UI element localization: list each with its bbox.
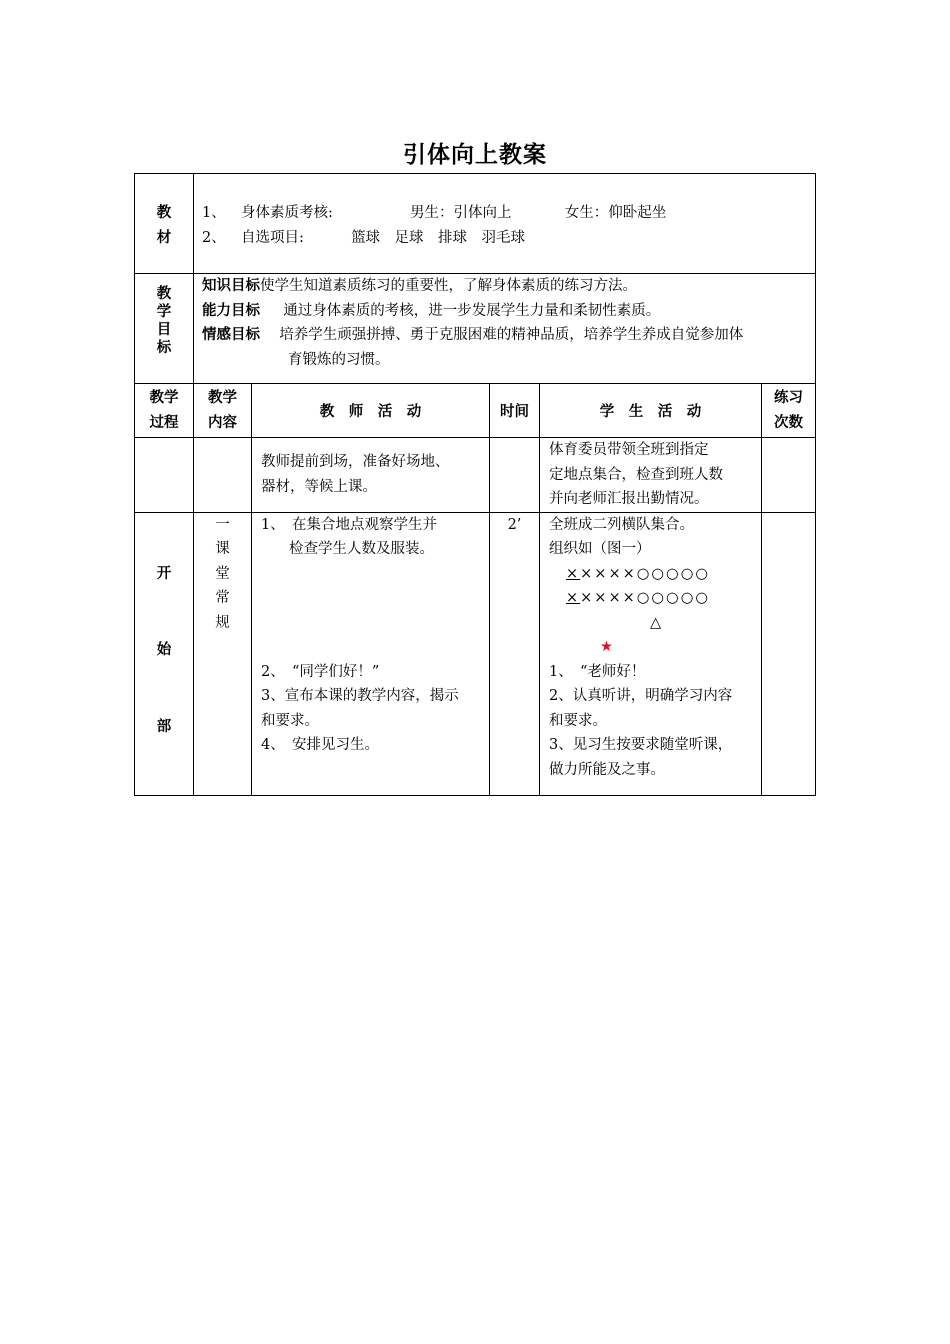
header-teacher-activity: 教 师 活 动	[252, 384, 490, 438]
opening-content-cell	[194, 512, 252, 795]
header-reps: 练习 次数	[762, 384, 816, 438]
knowledge-goal: 知识目标使学生知道素质练习的重要性，了解身体素质的练习方法。	[202, 278, 637, 294]
material-label-char: 材	[156, 229, 172, 246]
formation-row-1: ×××××○○○○○	[566, 565, 711, 582]
goals-label-char: 目	[156, 322, 172, 338]
material-boys: 男生：引体向上	[410, 205, 512, 221]
goals-row	[135, 274, 816, 384]
student-step-4-cont: 和要求。	[549, 712, 607, 729]
header-time: 时间	[490, 384, 540, 438]
emotion-goal: 情感目标 培养学生顽强拼搏、勇于克服困难的精神品质，培养学生养成自觉参加体	[202, 327, 744, 343]
student-step-5: 3、见习生按要求随堂听课，	[549, 737, 733, 753]
teacher-position-triangle: △	[650, 614, 662, 631]
goals-label-cell	[135, 274, 194, 384]
star-icon: ★	[600, 639, 613, 655]
pre-reps-cell	[762, 438, 816, 513]
teacher-step-3-cont: 和要求。	[261, 712, 319, 729]
material-optional-item: 自选项目:	[240, 229, 304, 246]
goals-label-char: 学	[156, 304, 172, 320]
teacher-step-4: 4、 安排见习生。	[261, 737, 379, 753]
goals-label-char: 标	[156, 340, 172, 356]
process-header-row	[135, 384, 816, 438]
material-optional-sports: 篮球 足球 排球 羽毛球	[351, 229, 526, 246]
header-content: 教学 内容	[194, 384, 252, 438]
material-content-cell	[194, 174, 816, 274]
formation-row-2: ×××××○○○○○	[566, 590, 711, 606]
opening-content-char: 规	[215, 614, 230, 631]
opening-content-char: 一	[215, 516, 230, 533]
teacher-step-2: 2、 “同学们好！”	[261, 663, 380, 680]
opening-process-char: 开	[156, 565, 172, 582]
opening-reps-cell	[762, 512, 816, 795]
pre-time-cell	[490, 438, 540, 513]
pre-teacher-cell: 教师提前到场，准备好场地、 器材，等候上课。	[252, 438, 490, 513]
student-step-3: 1、 “老师好！	[549, 663, 646, 680]
pre-process-cell	[135, 438, 194, 513]
header-process: 教学 过程	[135, 384, 194, 438]
student-step-1: 全班成二列横队集合。	[549, 516, 694, 533]
material-line-2: 2、 自选项目: 篮球 足球 排球 羽毛球	[202, 229, 526, 246]
goals-label-char: 教	[156, 286, 172, 302]
opening-student-cell	[540, 512, 762, 795]
material-row	[135, 174, 816, 274]
opening-process-char: 始	[156, 642, 172, 658]
pre-content-cell	[194, 438, 252, 513]
material-girls: 女生：仰卧起坐	[564, 205, 667, 221]
material-exam-item: 身体素质考核:	[240, 205, 333, 221]
opening-content-char: 课	[215, 541, 230, 557]
material-label-char: 教	[156, 205, 172, 221]
opening-teacher-cell	[252, 512, 490, 795]
lesson-plan-table	[134, 173, 816, 796]
material-label-cell	[135, 174, 194, 274]
header-student-activity: 学 生 活 动	[540, 384, 762, 438]
opening-content-char: 堂	[215, 565, 230, 582]
opening-row	[135, 512, 816, 795]
ability-goal: 能力目标 通过身体素质的考核，进一步发展学生力量和柔韧性素质。	[202, 302, 661, 319]
emotion-goal-continued: 育锻炼的习惯。	[288, 351, 390, 368]
student-step-2: 组织如（图一）	[549, 541, 651, 557]
teacher-step-1: 1、 在集合地点观察学生并	[261, 516, 437, 533]
opening-time: 2’	[507, 516, 522, 533]
student-step-4: 2、认真听讲，明确学习内容	[549, 688, 733, 704]
opening-time-cell	[490, 512, 540, 795]
document-title: 引体向上教案	[403, 142, 547, 168]
opening-process-cell	[135, 512, 194, 795]
teacher-step-3: 3、宣布本课的教学内容，揭示	[261, 688, 459, 704]
pre-class-row	[135, 438, 816, 513]
material-line-1: 1、 身体素质考核: 男生：引体向上 女生：仰卧起坐	[202, 205, 667, 221]
goals-content-cell	[194, 274, 816, 384]
pre-student-cell: 体育委员带领全班到指定 定地点集合，检查到班人数 并向老师汇报出勤情况。	[540, 438, 762, 513]
student-step-5-cont: 做力所能及之事。	[549, 761, 665, 778]
opening-process-char: 部	[156, 718, 172, 735]
opening-content-char: 常	[215, 590, 230, 606]
teacher-step-1-cont: 检查学生人数及服装。	[289, 541, 434, 557]
